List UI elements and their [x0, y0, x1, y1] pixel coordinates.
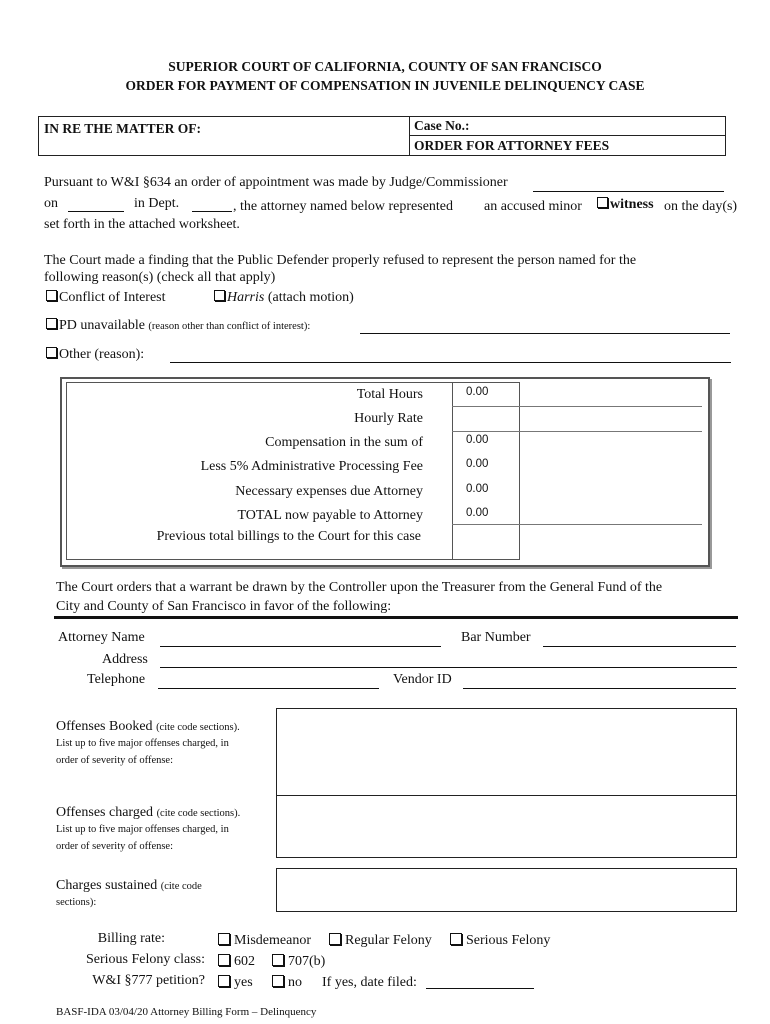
address-label: Address [102, 652, 148, 667]
vendor-id-field[interactable] [463, 688, 736, 689]
class-707b-label: 707(b) [288, 954, 326, 969]
fee-label-previous-billings: Previous total billings to the Court for this case [156, 529, 421, 544]
appointment-text-2: , the attorney named below represented [233, 199, 454, 214]
harris-label: Harris [227, 290, 265, 305]
petition-yes-label: yes [234, 975, 253, 990]
warrant-text-1: The Court orders that a warrant be drawn by the Controller upon the Treasurer from the General Fund of the [56, 580, 663, 595]
offenses-booked-sub-2: order of severity of offense: [56, 755, 174, 766]
serious-felony-checkbox[interactable] [450, 933, 462, 945]
fee-value-expenses[interactable]: 0.00 [466, 483, 489, 495]
misdemeanor-label: Misdemeanor [234, 933, 311, 948]
conflict-label: Conflict of Interest [59, 290, 166, 305]
fees-row-divider-2 [452, 431, 702, 432]
harris-checkbox[interactable] [214, 290, 225, 301]
offenses-booked-sub-1: List up to five major offenses charged, in [56, 738, 229, 749]
regular-felony-option[interactable] [329, 933, 432, 949]
form-title: SUPERIOR COURT OF CALIFORNIA, COUNTY OF SAN FRANCISCO [168, 59, 602, 74]
other-checkbox[interactable] [46, 347, 57, 358]
offenses-charged-heading: Offenses charged [56, 805, 154, 820]
attorney-name-label: Attorney Name [58, 630, 145, 645]
offenses-booked-note: (cite code sections). [156, 722, 240, 733]
fee-label-total-hours: Total Hours [356, 387, 423, 402]
other-reason-field[interactable] [170, 362, 731, 363]
fee-value-admin-fee[interactable]: 0.00 [466, 458, 489, 470]
harris-option[interactable] [214, 290, 354, 306]
warrant-text-2: City and County of San Francisco in favor of the following: [56, 599, 392, 614]
bar-number-label: Bar Number [461, 630, 531, 645]
conflict-checkbox[interactable] [46, 290, 57, 301]
fees-row-divider-3 [452, 524, 702, 525]
serious-felony-option[interactable] [450, 933, 550, 949]
witness-option[interactable] [597, 197, 654, 213]
witness-label: witness [610, 197, 654, 212]
fee-label-hourly-rate: Hourly Rate [354, 411, 423, 426]
petition-yes-checkbox[interactable] [218, 975, 230, 987]
fee-value-compensation[interactable]: 0.00 [466, 434, 489, 446]
charges-sustained-heading: Charges sustained [56, 878, 158, 893]
case-no-label: Case No.: [414, 118, 470, 133]
other-option[interactable] [46, 347, 144, 363]
appointment-text-1: Pursuant to W&I §634 an order of appointment was made by Judge/Commissioner [44, 175, 508, 190]
class-707b-checkbox[interactable] [272, 954, 284, 966]
charges-sustained-title [56, 878, 202, 894]
fees-col-divider [452, 382, 453, 559]
caption-hline [409, 135, 725, 136]
fee-value-total-payable[interactable]: 0.00 [466, 507, 489, 519]
regular-felony-label: Regular Felony [345, 933, 432, 948]
offenses-charged-note: (cite code sections). [156, 808, 241, 819]
on-label: on [44, 196, 58, 211]
billing-rate-label: Billing rate: [97, 931, 165, 946]
date-filed-field[interactable] [426, 988, 534, 989]
finding-text-2: following reason(s) (check all that apply) [44, 270, 276, 285]
charges-sustained-note: (cite code [160, 881, 202, 892]
conflict-option[interactable] [46, 290, 166, 306]
offenses-charged-title [56, 805, 240, 821]
petition-yes-option[interactable] [218, 975, 253, 991]
appointment-text-3: set forth in the attached worksheet. [44, 217, 240, 232]
vendor-id-label: Vendor ID [393, 672, 452, 687]
dept-field[interactable] [192, 211, 232, 212]
form-footer: BASF-IDA 03/04/20 Attorney Billing Form – Delinquency [56, 1006, 317, 1018]
section-divider [54, 616, 738, 619]
regular-felony-checkbox[interactable] [329, 933, 341, 945]
fee-label-total-payable: TOTAL now payable to Attorney [237, 508, 423, 523]
fee-label-expenses: Necessary expenses due Attorney [235, 484, 423, 499]
offenses-charged-sub-2: order of severity of offense: [56, 841, 174, 852]
offenses-charged-sub-1: List up to five major offenses charged, in [56, 824, 229, 835]
date-filed-label: If yes, date filed: [322, 975, 417, 990]
pd-unavailable-label: PD unavailable [59, 318, 145, 333]
felony-class-label: Serious Felony class: [86, 952, 205, 967]
telephone-field[interactable] [158, 688, 379, 689]
address-field[interactable] [160, 667, 737, 668]
petition-no-option[interactable] [272, 975, 302, 991]
pd-unavailable-option[interactable] [46, 318, 310, 334]
offenses-booked-heading: Offenses Booked [56, 719, 153, 734]
petition-no-checkbox[interactable] [272, 975, 284, 987]
matter-label: IN RE THE MATTER OF: [44, 121, 202, 136]
bar-number-field[interactable] [543, 646, 736, 647]
other-label: Other (reason): [59, 347, 145, 362]
attorney-name-field[interactable] [160, 646, 441, 647]
charges-sustained-field[interactable] [276, 868, 737, 912]
telephone-label: Telephone [87, 672, 146, 687]
misdemeanor-option[interactable] [218, 933, 311, 949]
witness-checkbox[interactable] [597, 197, 608, 208]
class-707b-option[interactable] [272, 954, 325, 970]
date-field[interactable] [68, 211, 124, 212]
fee-label-admin-fee: Less 5% Administrative Processing Fee [200, 459, 423, 474]
pd-reason-field[interactable] [360, 333, 730, 334]
form-subtitle: ORDER FOR PAYMENT OF COMPENSATION IN JUVENILE DELINQUENCY CASE [125, 78, 645, 93]
misdemeanor-checkbox[interactable] [218, 933, 230, 945]
accused-minor-label: an accused minor [484, 199, 582, 214]
finding-text-1: The Court made a finding that the Public Defender properly refused to represent the person named for the [44, 253, 637, 268]
serious-felony-label: Serious Felony [466, 933, 551, 948]
charges-sustained-sub: sections): [56, 897, 97, 908]
harris-note: (attach motion) [267, 290, 354, 305]
dept-label: in Dept. [134, 196, 180, 211]
class-602-option[interactable] [218, 954, 255, 970]
pd-unavailable-checkbox[interactable] [46, 318, 57, 329]
offenses-charged-field[interactable] [276, 795, 737, 858]
pd-note: (reason other than conflict of interest): [148, 321, 311, 332]
order-label: ORDER FOR ATTORNEY FEES [414, 138, 610, 153]
offenses-booked-field[interactable] [276, 708, 737, 796]
class-602-checkbox[interactable] [218, 954, 230, 966]
class-602-label: 602 [234, 954, 255, 969]
petition-label: W&I §777 petition? [92, 973, 205, 988]
petition-no-label: no [288, 975, 302, 990]
fees-row-divider-1 [452, 406, 702, 407]
offenses-booked-title [56, 719, 240, 735]
judge-field[interactable] [533, 191, 724, 192]
fee-value-total-hours[interactable]: 0.00 [466, 386, 489, 398]
on-days-label: on the day(s) [664, 199, 738, 214]
fee-label-compensation: Compensation in the sum of [265, 435, 423, 450]
